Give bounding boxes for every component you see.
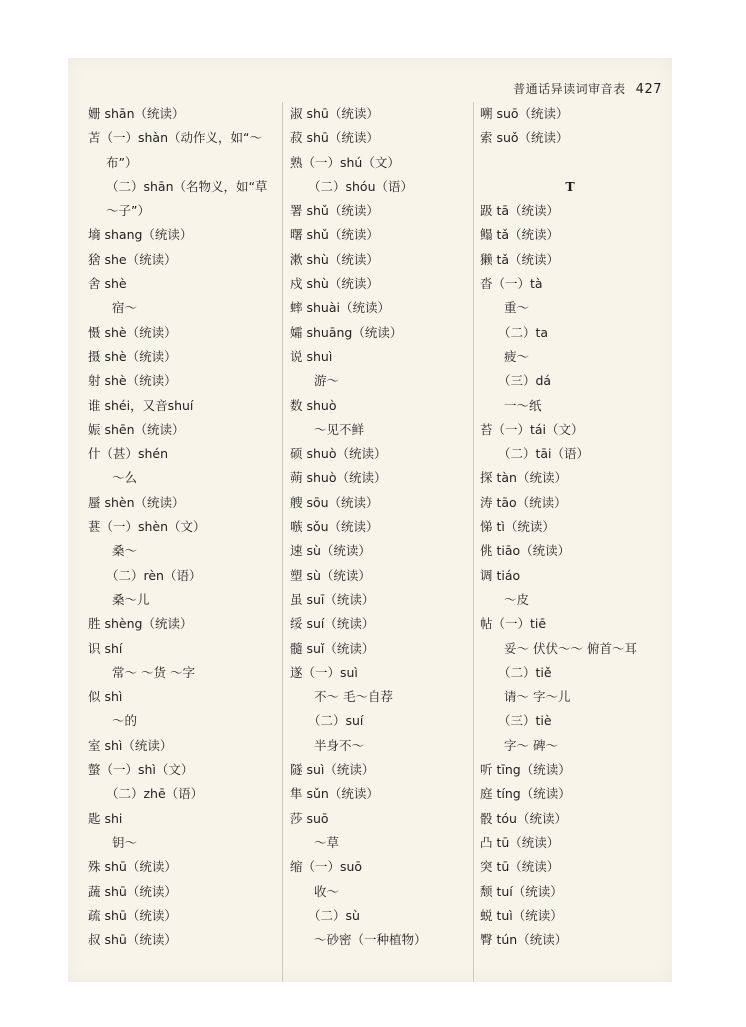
dictionary-line: 佻 tiāo（统读） [480,543,571,559]
dictionary-line: 蟀 shuài（统读） [290,300,390,316]
dictionary-line: （二）sù [308,907,360,923]
dictionary-line: 艘 sōu（统读） [290,494,379,510]
dictionary-line: （二）tāi（语） [498,446,590,462]
dictionary-line: ～子”） [106,203,150,219]
dictionary-line: 识 shí [88,640,123,656]
dictionary-line: 嗍 suō（统读） [480,106,569,121]
dictionary-line: 不～ 毛～自荐 [314,689,393,705]
dictionary-line: 墒 shang（统读） [88,227,193,243]
dictionary-line: （二）tiě [498,664,552,680]
dictionary-line: （二）shóu（语） [308,178,414,194]
dictionary-line: 速 sù（统读） [290,543,371,559]
dictionary-line: 慑 shè（统读） [88,324,177,340]
dictionary-line: 苫（一）shàn（动作义，如“～ [88,130,262,146]
dictionary-line: 曙 shǔ（统读） [290,227,379,243]
header-title: 普通话异读词审音表 [513,82,626,96]
dictionary-line: 蔬 shū（统读） [88,883,177,899]
dictionary-line: ～砂密（一种植物） [314,932,427,948]
dictionary-line: （二）suí [308,713,364,729]
blank-line [480,151,660,175]
running-header [513,80,662,97]
column-3 [480,102,660,952]
dictionary-line: 常～ ～货 ～字 [112,664,195,680]
dictionary-line: 宿～ [112,300,138,316]
dictionary-line: 淑 shū（统读） [290,106,379,121]
dictionary-line: 缩（一）suō [290,859,363,875]
dictionary-line: 谁 shéi，又音shuí [88,397,194,413]
dictionary-line: 室 shì（统读） [88,737,173,753]
dictionary-line: 疲～ [504,348,530,364]
dictionary-line: ～么 [112,470,138,486]
dictionary-line: 射 shè（统读） [88,373,177,389]
dictionary-line: （三）dá [498,373,552,389]
dictionary-line: 菽 shū（统读） [290,130,379,146]
dictionary-line: 数 shuò [290,397,337,413]
dictionary-line: 突 tū（统读） [480,859,560,875]
dictionary-line: 似 shì [88,689,123,705]
dictionary-line: 说 shuì [290,348,333,364]
dictionary-line: ～草 [314,834,340,850]
dictionary-line: 凸 tū（统读） [480,834,560,850]
dictionary-line: 隼 sǔn（统读） [290,786,379,802]
dictionary-line: 半身不～ [314,737,365,753]
dictionary-line: 颓 tuí（统读） [480,883,563,899]
dictionary-line: 漱 shù（统读） [290,251,379,267]
dictionary-line: 妥～ 伏伏～～ 俯首～耳 [504,640,637,656]
section-letter: T [565,178,575,194]
dictionary-line: 虽 suī（统读） [290,591,375,607]
dictionary-line: 匙 shi [88,810,123,826]
dictionary-line: 字～ 碑～ [504,737,558,753]
dictionary-line: ～见不鲜 [314,421,365,437]
dictionary-line: 蒴 shuò（统读） [290,470,387,486]
dictionary-line: 收～ [314,883,340,899]
dictionary-line: 葚（一）shèn（文） [88,519,206,535]
dictionary-line: 蜃 shèn（统读） [88,494,185,510]
dictionary-line: 桑～儿 [112,591,150,607]
dictionary-line: 帖（一）tiē [480,616,547,632]
dictionary-line: 摄 shè（统读） [88,348,177,364]
dictionary-line: 舍 shè [88,276,127,292]
dictionary-line: （二）ta [498,324,549,340]
dictionary-line: 髓 suǐ（统读） [290,640,375,656]
dictionary-line: 胜 shèng（统读） [88,616,193,632]
dictionary-line: 听 tīng（统读） [480,762,571,778]
dictionary-line: 螫（一）shì（文） [88,762,194,778]
dictionary-line: 猞 she（统读） [88,251,177,267]
dictionary-line: 重～ [504,300,530,316]
dictionary-line: 布”） [106,154,138,170]
dictionary-line: 熟（一）shú（文） [290,154,400,170]
dictionary-line: 请～ 字～儿 [504,689,571,705]
dictionary-line: 姗 shān（统读） [88,106,185,121]
dictionary-line: （二）zhē（语） [106,786,204,802]
dictionary-line: 戍 shù（统读） [290,276,379,292]
dictionary-line: 遂（一）suì [290,664,358,680]
dictionary-line: 绥 suí（统读） [290,616,375,632]
dictionary-line: 鳎 tǎ（统读） [480,227,560,243]
dictionary-line: （三）tiè [498,713,552,729]
dictionary-line: 叔 shū（统读） [88,932,177,948]
dictionary-line: （二）shān（名物义，如“草 [106,178,268,194]
dictionary-line: 蜕 tuì（统读） [480,907,563,923]
dictionary-line: 调 tiáo [480,567,521,583]
dictionary-line: 臀 tún（统读） [480,932,568,948]
dictionary-line: 獭 tǎ（统读） [480,251,560,267]
dictionary-line: 莎 suō [290,810,329,826]
page-number: 427 [635,82,662,97]
dictionary-line: 疏 shū（统读） [88,907,177,923]
dictionary-line: 索 suǒ（统读） [480,130,569,146]
dictionary-line: 庭 tíng（统读） [480,786,571,802]
dictionary-line: 趿 tā（统读） [480,203,560,219]
column-divider [473,102,474,982]
dictionary-line: 探 tàn（统读） [480,470,567,486]
dictionary-line: 骰 tóu（统读） [480,810,567,826]
dictionary-line: 悌 tì（统读） [480,519,555,535]
dictionary-line: 什（甚）shén [88,446,169,462]
dictionary-line: 苔（一）tái（文） [480,421,584,437]
column-2 [290,102,470,952]
dictionary-line: 涛 tāo（统读） [480,494,567,510]
dictionary-line: 游～ [314,373,340,389]
book-page [68,58,672,982]
dictionary-line: 署 shǔ（统读） [290,203,379,219]
dictionary-line: 一～纸 [504,397,542,413]
column-divider [282,102,283,982]
dictionary-line: ～皮 [504,591,530,607]
column-1 [88,102,278,952]
dictionary-line: 沓（一）tà [480,276,543,292]
dictionary-line: 隧 suì（统读） [290,762,375,778]
dictionary-line: 钥～ [112,834,138,850]
dictionary-line: 塑 sù（统读） [290,567,371,583]
dictionary-line: ～的 [112,713,138,729]
dictionary-line: 硕 shuò（统读） [290,446,387,462]
dictionary-line: （二）rèn（语） [106,567,202,583]
dictionary-line: 桑～ [112,543,138,559]
dictionary-line: 殊 shū（统读） [88,859,177,875]
dictionary-line: 娠 shēn（统读） [88,421,185,437]
dictionary-line: 嗾 sǒu（统读） [290,519,379,535]
dictionary-line: 孀 shuāng（统读） [290,324,403,340]
